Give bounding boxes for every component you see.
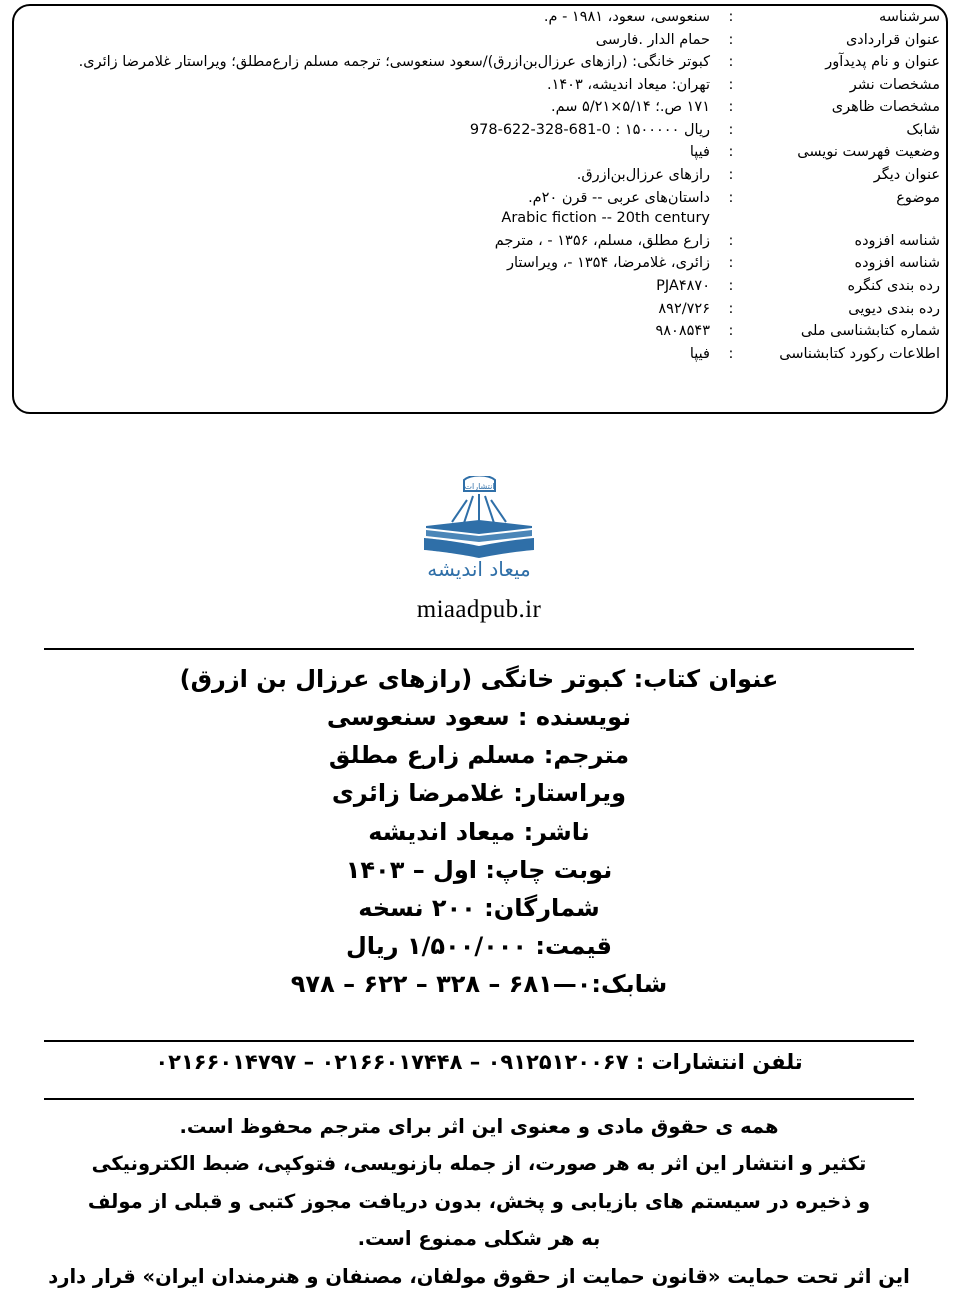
- cip-row-label: اطلاعات رکورد کتابشناسی: [779, 345, 940, 362]
- table-row: [14, 187, 946, 230]
- cip-row-label: شناسه افزوده: [854, 232, 940, 249]
- cip-row-colon: :: [728, 31, 734, 48]
- cip-table-body: [14, 6, 946, 365]
- table-row: [14, 29, 946, 52]
- table-row: [14, 6, 946, 29]
- cip-row-value: ۹۸۰۸۵۴۳: [655, 323, 710, 340]
- cip-row-value: زائری، غلامرضا، ۱۳۵۴ -، ویراستار: [506, 255, 710, 272]
- cip-row-colon: :: [728, 189, 734, 206]
- cip-row-label: عنوان دیگر: [873, 167, 940, 184]
- copyright-notice: [44, 1108, 914, 1295]
- cip-cataloging-card: [12, 4, 948, 414]
- cip-row-colon: :: [728, 121, 734, 138]
- book-author-line: نویسنده : سعود سنعوسی: [326, 703, 632, 732]
- cip-row-value: فیپا: [689, 144, 710, 161]
- publisher-logo-block: [0, 476, 958, 624]
- divider-middle: [44, 1040, 914, 1042]
- copyright-line-4: به هر شکلی ممنوع است.: [357, 1227, 601, 1251]
- cip-row-value: ۸۹۲/۷۲۶: [658, 300, 710, 317]
- book-info-block: [44, 660, 914, 1003]
- table-row: [14, 96, 946, 119]
- cip-row-colon: :: [728, 99, 734, 116]
- table-row: [14, 275, 946, 298]
- cip-row-label: رده بندی کنگره: [847, 277, 940, 294]
- open-book-logo-icon: [416, 476, 542, 588]
- cip-row-colon: :: [728, 9, 734, 25]
- book-editor-line: ویراستار: غلامرضا زائری: [331, 779, 627, 808]
- copyright-line-5: این اثر تحت حمایت «قانون حمایت از حقوق مولفان، مصنفان و هنرمندان ایران» قرار دارد: [48, 1264, 910, 1288]
- cip-row-value: رازهای عرزال‌بن‌ازرق.: [576, 167, 710, 184]
- divider-top: [44, 648, 914, 650]
- cip-row-colon: :: [728, 167, 734, 184]
- cip-row-colon: :: [728, 232, 734, 249]
- cip-row-label: شابک: [906, 121, 940, 138]
- cip-row-value: زارع مطلق، مسلم، ۱۳۵۶ - ، مترجم: [494, 232, 710, 249]
- table-row: [14, 298, 946, 321]
- table-row: [14, 230, 946, 253]
- cip-row-colon: :: [728, 300, 734, 317]
- book-title-line: عنوان کتاب: کبوتر خانگی (رازهای عرزال بن ازرق): [179, 665, 779, 693]
- table-row: [14, 343, 946, 366]
- cip-row-value-subject: [14, 187, 716, 230]
- cip-row-value: فیپا: [689, 345, 710, 362]
- cip-row-label: وضعیت فهرست نویسی: [797, 144, 940, 161]
- cip-row-label: عنوان قراردادی: [845, 31, 940, 48]
- cip-row-value: تهران: میعاد اندیشه، ۱۴۰۳.: [547, 76, 710, 93]
- table-row: [14, 141, 946, 164]
- cip-row-label: رده بندی دیویی: [848, 300, 940, 317]
- cip-row-colon: :: [728, 323, 734, 340]
- publisher-website[interactable]: miaadpub.ir: [416, 596, 542, 623]
- cip-row-label: موضوع: [896, 189, 940, 206]
- cip-row-colon: :: [728, 277, 734, 294]
- publisher-phones: تلفن انتشارات : ۰۹۱۲۵۱۲۰۰۶۷ – ۰۲۱۶۶۰۱۷۴۴۸ – ۰۲۱۶۶۰۱۴۷۹۷: [155, 1050, 803, 1074]
- book-edition-line: نوبت چاپ: اول – ۱۴۰۳: [345, 855, 613, 884]
- isbn-value: 978-622-328-681-0 : ۱۵۰۰۰۰۰ ریال: [469, 121, 710, 138]
- book-translator-line: مترجم: مسلم زارع مطلق: [328, 741, 630, 770]
- table-row: [14, 74, 946, 97]
- divider-bottom: [44, 1098, 914, 1100]
- cip-row-label: شماره کتابشناسی ملی: [800, 323, 940, 340]
- subject-en: Arabic fiction -- 20th century: [501, 210, 710, 227]
- book-print-run-line: شمارگان: ۲۰۰ نسخه: [358, 893, 600, 922]
- cip-row-label: عنوان و نام پدیدآور: [825, 54, 940, 71]
- table-row: [14, 119, 946, 142]
- svg-text:میعاد اندیشه: میعاد اندیشه: [427, 557, 531, 581]
- cip-row-colon: :: [728, 54, 734, 71]
- cip-row-value: حمام الدار .فارسی: [595, 31, 710, 48]
- cip-row-colon: :: [728, 76, 734, 93]
- cip-row-label: سرشناسه: [878, 9, 940, 25]
- cip-row-value: کبوتر خانگی: (رازهای عرزال‌بن‌ازرق)/سعود سنعوسی؛ ترجمه مسلم زارع‌مطلق؛ ویراستار غلامرضا زائری.: [78, 54, 710, 71]
- copyright-line-1: همه ی حقوق مادی و معنوی این اثر برای مترجم محفوظ است.: [179, 1115, 779, 1138]
- book-isbn-line: شابک:۰—۶۸۱ – ۳۲۸ – ۶۲۲ – ۹۷۸: [290, 970, 668, 999]
- cip-row-value: PJA۴۸۷۰: [656, 277, 710, 294]
- cip-table: [14, 6, 946, 365]
- cip-row-value: سنعوسی، سعود، ۱۹۸۱ - م.: [543, 9, 710, 25]
- cip-row-label: مشخصات نشر: [849, 76, 940, 93]
- copyright-line-2: تکثیر و انتشار این اثر به هر صورت، از جمله بازنویسی، فتوکپی، ضبط الکترونیکی: [91, 1152, 867, 1176]
- table-row: [14, 252, 946, 275]
- table-row: [14, 320, 946, 343]
- book-price-line: قیمت: ۱/۵۰۰/۰۰۰ ریال: [345, 932, 613, 961]
- book-publisher-line: ناشر: میعاد اندیشه: [368, 817, 590, 846]
- cip-row-colon: :: [728, 255, 734, 272]
- cip-row-label: شناسه افزوده: [854, 255, 940, 272]
- subject-fa: داستان‌های عربی -- قرن ۲۰م.: [528, 189, 710, 206]
- table-row: [14, 164, 946, 187]
- table-row: [14, 51, 946, 74]
- cip-row-colon: :: [728, 345, 734, 362]
- cip-row-value-isbn: [14, 119, 716, 142]
- svg-text:انتشارات: انتشارات: [464, 482, 495, 491]
- copyright-line-3: و ذخیره در سیستم های بازیابی و پخش، بدون دریافت مجوز کتبی و قبلی از مولف: [87, 1189, 871, 1213]
- cip-row-value: ۱۷۱ ص.؛ ۵/۱۴×۵/۲۱ سم.: [550, 99, 710, 116]
- cip-row-label: مشخصات ظاهری: [831, 99, 940, 116]
- cip-row-colon: :: [728, 144, 734, 161]
